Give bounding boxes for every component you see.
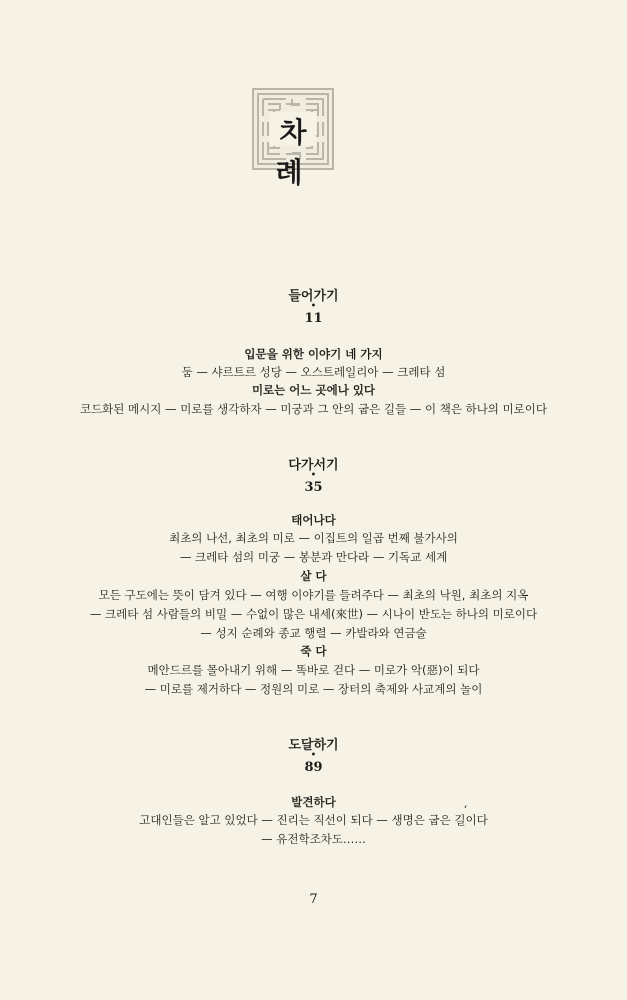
maze-emblem [252,88,334,189]
subsection-title: 입문을 위한 이야기 네 가지 [244,347,383,361]
toc-line: — 미로를 제거하다 — 정원의 미로 — 장터의 축제와 사교계의 놀이 [144,682,483,696]
section-page: 35 [304,480,323,495]
toc-line: 고대인들은 알고 있었다 — 진리는 직선이 되다 — 생명은 굽은 길이다 [139,813,488,827]
section-page: 89 [304,760,323,775]
contents-heading: 차 례 [275,116,315,189]
separator-dot: • [310,470,317,481]
separator-dot: • [310,750,317,761]
section-title: 들어가기 [288,289,339,304]
toc-line: 최초의 나선, 최초의 미로 — 이집트의 일곱 번째 불가사의 [169,531,458,545]
subsection-title: 살 다 [300,569,327,583]
toc-line: — 크레타 섬의 미궁 — 봉분과 만다라 — 기독교 세계 [179,550,448,564]
separator-dot: • [310,301,317,312]
stray-mark: , [464,797,468,810]
subsection-title: 죽 다 [300,644,327,658]
section-title: 도달하기 [288,738,339,753]
toc-line: — 성지 순례와 종교 행렬 — 카발라와 연금술 [200,626,427,640]
subsection-title: 발견하다 [291,795,336,809]
toc-line: 모든 구도에는 뜻이 담겨 있다 — 여행 이야기를 들려주다 — 최초의 낙원, 최초의 지옥 [98,588,529,602]
page-number: 7 [309,892,318,907]
section-title: 다가서기 [288,458,339,473]
toc-line: 코드화된 메시지 — 미로를 생각하자 — 미궁과 그 안의 굽은 길들 — 이 책은 하나의 미로이다 [79,402,548,416]
section-page: 11 [304,311,323,326]
subsection-title: 미로는 어느 곳에나 있다 [251,383,376,397]
toc-line: 메안드르를 몰아내기 위해 — 똑바로 걷다 — 미로가 악(惡)이 되다 [147,663,480,677]
toc-line: 둠 — 샤르트르 성당 — 오스트레일리아 — 크레타 섬 [181,365,446,379]
toc-line: — 크레타 섬 사람들의 비밀 — 수없이 많은 내세(來世) — 시나이 반도는 하나의 미로이다 [89,607,538,621]
subsection-title: 태어나다 [291,513,336,527]
toc-line: — 유전학조차도…… [261,832,366,846]
